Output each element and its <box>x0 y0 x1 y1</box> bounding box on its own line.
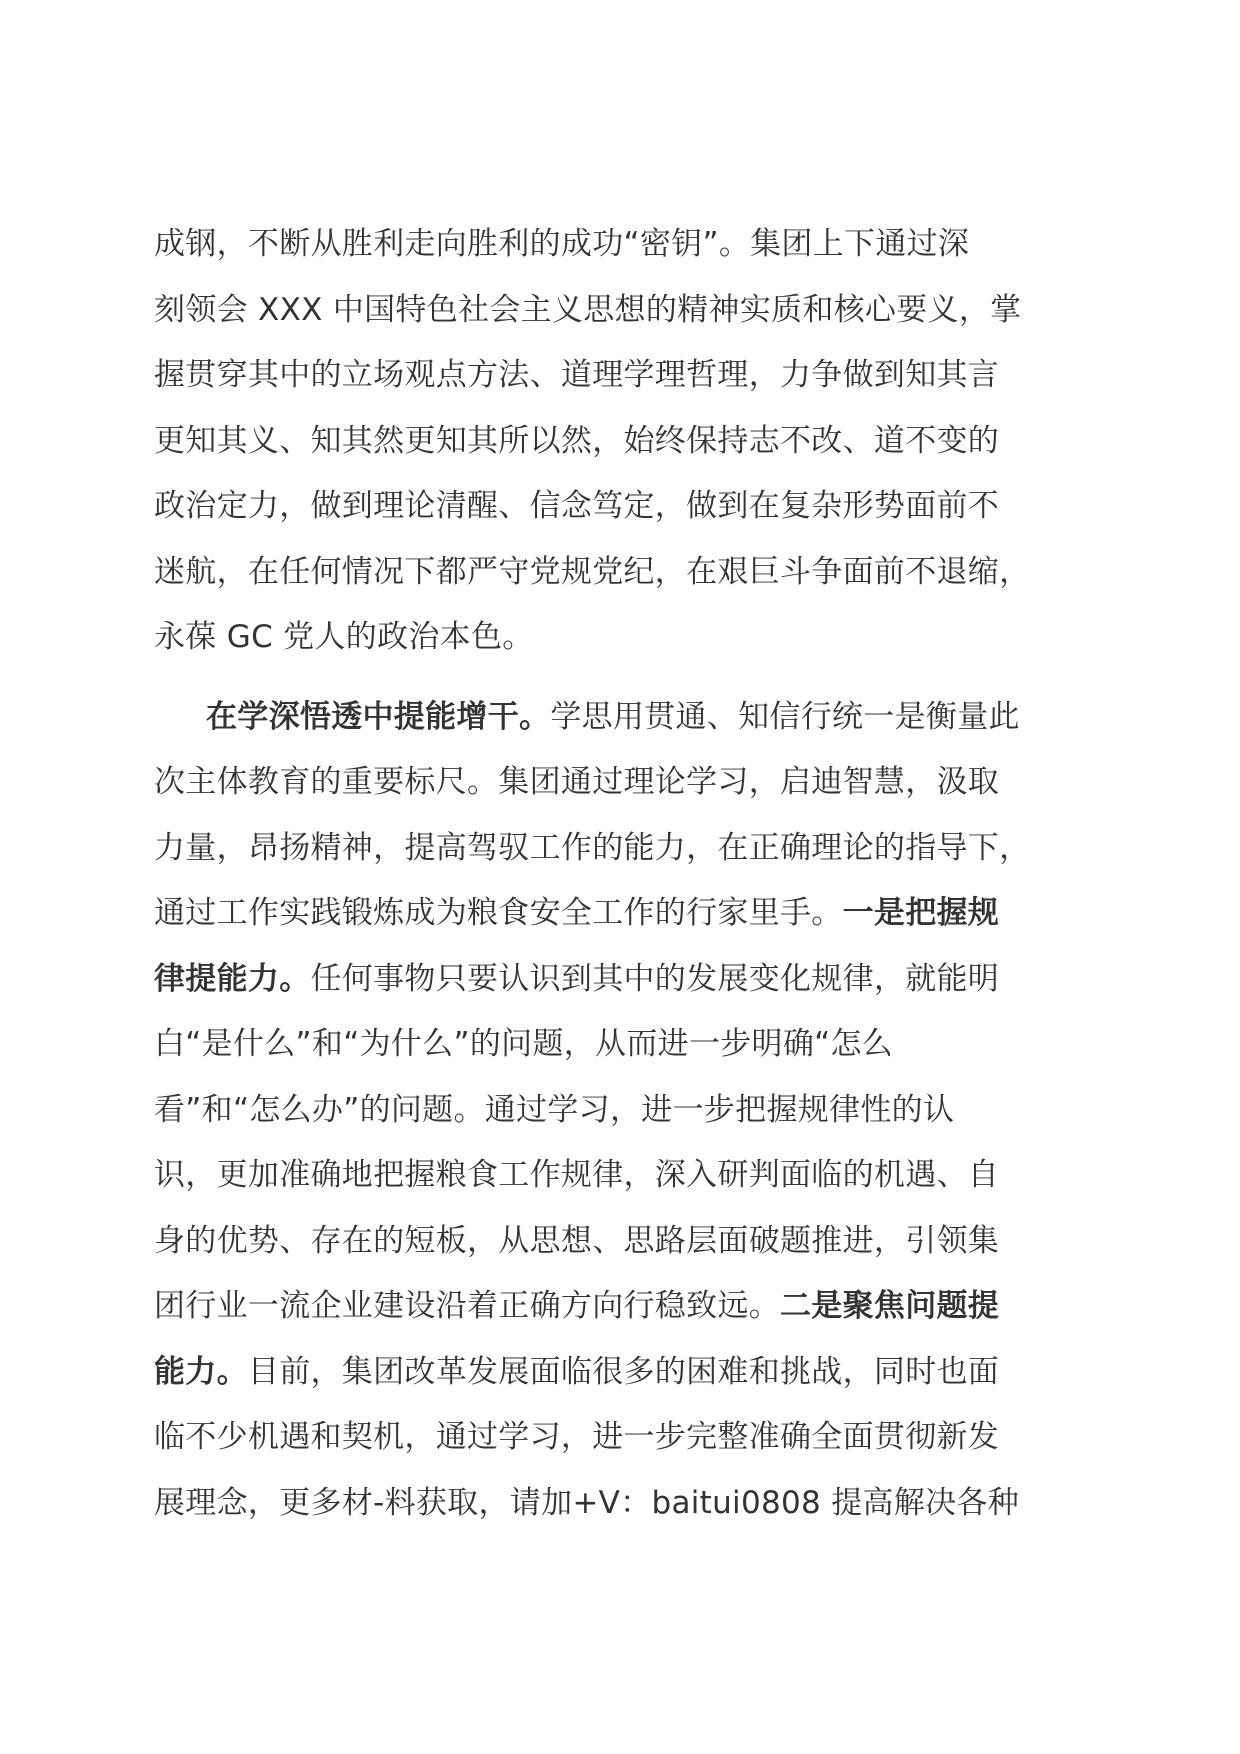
paragraph-2-line-5 <box>154 947 1154 1013</box>
section-heading: 在学深悟透中提能增干。 <box>206 698 551 735</box>
paragraph-2-line-3: 力量，昂扬精神，提高驾驭工作的能力，在正确理论的指导下， <box>154 829 1031 866</box>
paragraph-1-line-3: 握贯穿其中的立场观点方法、道理学理哲理，力争做到知其言 <box>154 357 1000 393</box>
point-two-heading-end: 能力。 <box>154 1353 248 1390</box>
paragraph-2-line-12: 临不少机遇和契机，通过学习，进一步完整准确全面贯彻新发 <box>154 1419 1000 1455</box>
paragraph-1-line-4: 更知其义、知其然更知其所以然，始终保持志不改、道不变的 <box>154 422 1000 459</box>
point-two-heading-start: 二是聚焦问题提 <box>780 1288 1000 1324</box>
paragraph-2-line-6: 白“是什么”和“为什么”的问题，从而进一步明确“怎么 <box>154 1026 894 1062</box>
paragraph-2-line-10-text: 团行业一流企业建设沿着正确方向行稳致远。 <box>154 1288 780 1324</box>
paragraph-2-line-9: 身的优势、存在的短板，从思想、思路层面破题推进，引领集 <box>154 1222 1000 1259</box>
paragraph-2-line-5-text: 任何事物只要认识到其中的发展变化规律，就能明 <box>310 960 1000 997</box>
paragraph-2-line-4-text: 通过工作实践锻炼成为粮食安全工作的行家里手。 <box>154 895 843 931</box>
point-one-heading-end: 律提能力。 <box>154 960 311 997</box>
paragraph-2-line-7: 看”和“怎么办”的问题。通过学习，进一步把握规律性的认 <box>154 1091 955 1128</box>
paragraph-2-line-2: 次主体教育的重要标尺。集团通过理论学习，启迪智慧，汲取 <box>154 764 1000 800</box>
paragraph-1-line-1: 成钢，不断从胜利走向胜利的成功“密钥”。集团上下通过深 <box>154 226 970 262</box>
paragraph-2-line-11 <box>154 1340 1154 1406</box>
paragraph-1-line-7: 永葆 GC 党人的政治本色。 <box>154 619 534 655</box>
paragraph-2-line-1 <box>154 685 1154 751</box>
paragraph-2-line-10 <box>154 1274 1154 1340</box>
paragraph-2-line-4 <box>154 881 1154 947</box>
paragraph-1-line-6: 迷航，在任何情况下都严守党规党纪，在艰巨斗争面前不退缩， <box>154 553 1031 590</box>
paragraph-1-line-5: 政治定力，做到理论清醒、信念笃定，做到在复杂形势面前不 <box>154 488 1000 524</box>
point-one-heading-start: 一是把握规 <box>842 895 1000 931</box>
paragraph-2-line-13: 展理念，更多材-料获取，请加+V：baitui0808 提高解决各种 <box>154 1484 1020 1521</box>
paragraph-2-line-8: 识，更加准确地把握粮食工作规律，深入研判面临的机遇、自 <box>154 1157 1000 1193</box>
document-body <box>154 212 1154 1536</box>
paragraph-2-line-11-text: 目前，集团改革发展面临很多的困难和挑战，同时也面 <box>247 1353 1000 1390</box>
paragraph-1-line-2: 刻领会 XXX 中国特色社会主义思想的精神实质和核心要义，掌 <box>154 291 1022 328</box>
paragraph-2-line-1-text: 学思用贯通、知信行统一是衡量此 <box>550 698 1020 735</box>
